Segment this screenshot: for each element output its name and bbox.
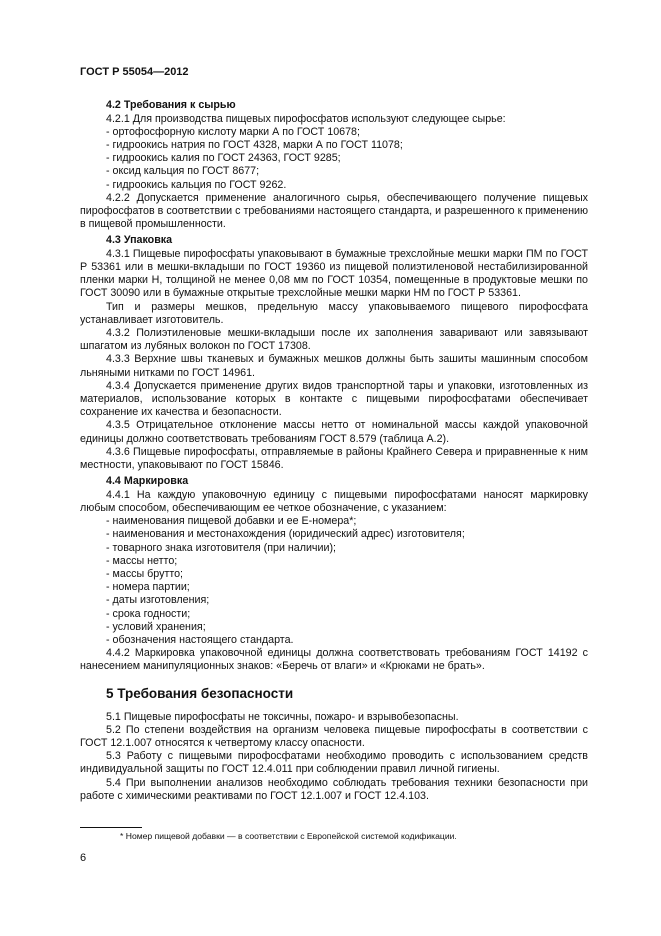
para-4-3-4: 4.3.4 Допускается применение других видов транспортной тары и упаковки, изготовленных из материалов, использование которых в контакте с пищевыми пирофосфатами обеспечивает сохранение их качества и безопасности. (80, 379, 588, 419)
para-4-4-1: 4.4.1 На каждую упаковочную единицу с пищевыми пирофосфатами наносят маркировку любым способом, обеспечивающим ее четкое обозначение, с указанием: (80, 488, 588, 514)
list-item: - наименования пищевой добавки и ее Е-номера*; (106, 515, 357, 528)
para-5-4: 5.4 При выполнении анализов необходимо соблюдать требования техники безопасности при работе с химическими реактивами по ГОСТ 12.1.007 и ГОСТ 12.4.103. (80, 776, 588, 802)
footnote: * Номер пищевой добавки — в соответствии с Европейской системой кодификации. (120, 831, 457, 841)
para-4-3-5: 4.3.5 Отрицательное отклонение массы нетто от номинальной массы каждой упаковочной единицы должно соответствовать требованиям ГОСТ 8.579 (таблица А.2). (80, 419, 588, 445)
page-content (80, 98, 588, 803)
list-item: - даты изготовления; (106, 594, 210, 607)
section-4-4-title: 4.4 Маркировка (106, 475, 189, 488)
list-item: - срока годности; (106, 607, 191, 620)
list-item: - гидроокись кальция по ГОСТ 9262. (106, 178, 287, 191)
para-5-2: 5.2 По степени воздействия на организм человека пищевые пирофосфаты в соответствии с ГОСТ 12.1.007 относятся к четвертому классу опасности. (80, 723, 588, 750)
para-4-2-1: 4.2.1 Для производства пищевых пирофосфатов используют следующее сырье: (106, 112, 506, 125)
para-4-3-1: 4.3.1 Пищевые пирофосфаты упаковывают в бумажные трехслойные мешки марки ПМ по ГОСТ Р 53361 или в мешки-вкладыши по ГОСТ 19360 из пищевой полиэтиленовой нестабилизированной пленки марки Н, толщиной не менее 0,08 мм по ГОСТ 10354, помещенные в продуктовые мешки по ГОСТ 30090 или в бумажные открытые трехслойные мешки марки НМ по ГОСТ Р 53361. (80, 247, 588, 300)
para-4-3-2: 4.3.2 Полиэтиленовые мешки-вкладыши после их заполнения заваривают или завязывают шпагатом из лубяных волокон по ГОСТ 17308. (80, 327, 588, 353)
list-item: - обозначения настоящего стандарта. (106, 634, 294, 647)
para-5-3: 5.3 Работу с пищевыми пирофосфатами необходимо проводить с использованием средств индивидуальной защиты по ГОСТ 12.4.011 при соблюдении правил личной гигиены. (80, 750, 588, 776)
para-4-2-2: 4.2.2 Допускается применение аналогичного сырья, обеспечивающего получение пищевых пирофосфатов в соответствии с требованиями настоящего стандарта, и разрешенного к применению в пищевой промышленности. (80, 191, 588, 231)
list-item: - оксид кальция по ГОСТ 8677; (106, 165, 260, 178)
list-item: - гидроокись натрия по ГОСТ 4328, марки А по ГОСТ 11078; (106, 138, 403, 151)
list-item: - условий хранения; (106, 620, 206, 633)
para-5-1: 5.1 Пищевые пирофосфаты не токсичны, пожаро- и взрывобезопасны. (106, 710, 459, 723)
section-4-2-title: 4.2 Требования к сырью (106, 99, 236, 111)
section-4-3-title: 4.3 Упаковка (106, 234, 173, 247)
list-item: - номера партии; (106, 581, 190, 594)
page-number: 6 (80, 852, 87, 864)
list-item: - наименования и местонахождения (юридический адрес) изготовителя; (106, 528, 465, 541)
list-item: - гидроокись калия по ГОСТ 24363, ГОСТ 9285; (106, 152, 341, 165)
para-4-3-6: 4.3.6 Пищевые пирофосфаты, отправляемые в районы Крайнего Севера и приравненные к ним местности, упаковывают по ГОСТ 15846. (80, 445, 588, 472)
para-4-3-1b: Тип и размеры мешков, предельную массу упаковываемого пищевого пирофосфата устанавливает изготовитель. (80, 300, 588, 326)
para-4-4-2: 4.4.2 Маркировка упаковочной единицы должна соответствовать требованиям ГОСТ 14192 с нанесением манипуляционных знаков: «Беречь от влаги» и «Крюками не брать». (80, 647, 588, 673)
section-5-title: 5 Требования безопасности (106, 685, 294, 701)
list-item: - товарного знака изготовителя (при наличии); (106, 541, 336, 554)
document-header: ГОСТ Р 55054—2012 (80, 66, 189, 78)
list-item: - ортофосфорную кислоту марки А по ГОСТ 10678; (106, 125, 360, 138)
list-item: - массы брутто; (106, 568, 184, 580)
list-item: - массы нетто; (106, 554, 178, 567)
footnote-divider (80, 827, 142, 828)
para-4-3-3: 4.3.3 Верхние швы тканевых и бумажных мешков должны быть зашиты машинным способом льняными нитками по ГОСТ 14961. (80, 353, 588, 379)
